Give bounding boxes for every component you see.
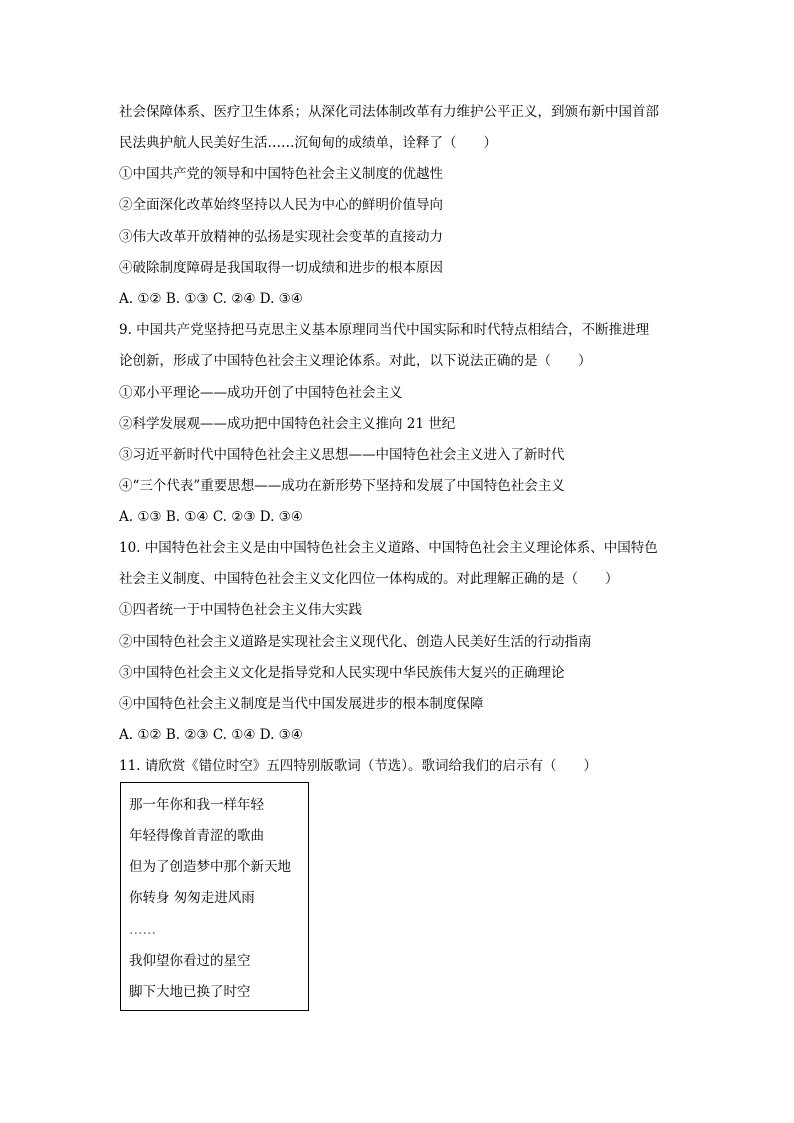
q8-option-4: ④破除制度障碍是我国取得一切成绩和进步的根本原因 — [119, 260, 443, 276]
lyrics-ellipsis: …… — [129, 922, 156, 938]
lyrics-line-1: 那一年你和我一样年轻 — [129, 797, 264, 813]
q8-stem-line2: 民法典护航人民美好生活……沉甸甸的成绩单，诠释了（ ） — [119, 135, 497, 151]
lyrics-line-2: 年轻得像首青涩的歌曲 — [129, 828, 264, 844]
q8-choices: A. ①② B. ①③ C. ②④ D. ③④ — [119, 291, 303, 307]
q10-option-1: ①四者统一于中国特色社会主义伟大实践 — [119, 602, 362, 618]
q10-stem-line2: 社会主义制度、中国特色社会主义文化四位一体构成的。对此理解正确的是（ ） — [119, 571, 619, 587]
q9-option-2: ②科学发展观——成功把中国特色社会主义推向 21 世纪 — [119, 416, 456, 432]
q8-option-3: ③伟大改革开放精神的弘扬是实现社会变革的直接动力 — [119, 229, 443, 245]
q9-stem-line2: 论创新，形成了中国特色社会主义理论体系。对此，以下说法正确的是（ ） — [119, 353, 592, 369]
q11-stem-line1: 11. 请欣赏《错位时空》五四特别版歌词（节选）。歌词给我们的启示有（ ） — [119, 758, 598, 774]
q9-option-4: ④“三个代表”重要思想——成功在新形势下坚持和发展了中国特色社会主义 — [119, 478, 565, 494]
q9-option-3: ③习近平新时代中国特色社会主义思想——中国特色社会主义进入了新时代 — [119, 447, 565, 463]
q9-option-1: ①邓小平理论——成功开创了中国特色社会主义 — [119, 385, 403, 401]
q10-option-4: ④中国特色社会主义制度是当代中国发展进步的根本制度保障 — [119, 696, 484, 712]
lyrics-line-4: 你转身 匆匆走进风雨 — [129, 890, 255, 906]
lyrics-line-5: 我仰望你看过的星空 — [129, 953, 251, 969]
q8-stem-line1: 社会保障体系、医疗卫生体系；从深化司法体制改革有力维护公平正义，到颁布新中国首部 — [119, 104, 659, 120]
q10-choices: A. ①② B. ②③ C. ①④ D. ③④ — [119, 727, 303, 743]
lyrics-line-6: 脚下大地已换了时空 — [129, 984, 251, 1000]
q8-option-2: ②全面深化改革始终坚持以人民为中心的鲜明价值导向 — [119, 197, 443, 213]
q10-option-2: ②中国特色社会主义道路是实现社会主义现代化、创造人民美好生活的行动指南 — [119, 634, 592, 650]
lyrics-line-3: 但为了创造梦中那个新天地 — [129, 859, 291, 875]
q9-stem-line1: 9. 中国共产党坚持把马克思主义基本原理同当代中国实际和时代特点相结合，不断推进理 — [119, 322, 650, 338]
q10-stem-line1: 10. 中国特色社会主义是由中国特色社会主义道路、中国特色社会主义理论体系、中国特色 — [119, 540, 658, 556]
q9-choices: A. ①③ B. ①④ C. ②③ D. ③④ — [119, 509, 303, 525]
q8-option-1: ①中国共产党的领导和中国特色社会主义制度的优越性 — [119, 166, 443, 182]
q10-option-3: ③中国特色社会主义文化是指导党和人民实现中华民族伟大复兴的正确理论 — [119, 665, 565, 681]
lyrics-box — [120, 782, 309, 1011]
